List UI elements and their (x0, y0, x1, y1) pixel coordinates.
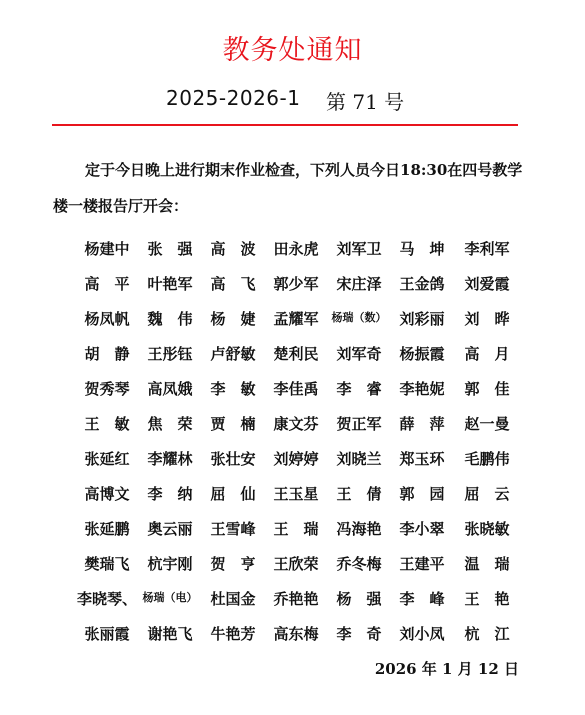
attendee-name: 高 平 (84, 275, 130, 293)
attendee-name: 杭宇刚 (147, 555, 193, 573)
attendee-name: 刘彩丽 (399, 310, 445, 328)
attendee-name: 张延鹏 (84, 520, 130, 538)
attendee-name: 叶艳军 (147, 275, 193, 293)
attendee-name: 刘军卫 (336, 240, 382, 258)
attendee-row (0, 238, 585, 273)
attendee-row (0, 413, 585, 448)
attendee-name: 牛艳芳 (210, 625, 256, 643)
attendee-row (0, 308, 585, 343)
attendee-name: 赵一曼 (464, 415, 510, 433)
attendee-name: 贾 楠 (210, 415, 256, 433)
attendee-row (0, 378, 585, 413)
academic-year: 2025-2026-1 (166, 86, 301, 110)
attendee-name: 贺 亨 (210, 555, 256, 573)
attendee-row (0, 273, 585, 308)
notice-date: 2026 年 1 月 12 日 (374, 660, 519, 678)
attendee-name: 王雪峰 (210, 520, 256, 538)
attendee-name: 张壮安 (210, 450, 256, 468)
attendee-name: 焦 荣 (147, 415, 193, 433)
attendee-name: 杨 强 (336, 590, 382, 608)
attendee-name: 孟耀军 (273, 310, 319, 328)
attendee-name: 樊瑞飞 (84, 555, 130, 573)
notice-body: 定于今日晚上进行期末作业检查，下列人员今日18:30在四号教学楼一楼报告厅开会： (53, 161, 523, 215)
attendee-name: 杨振霞 (399, 345, 445, 363)
attendee-name: 乔冬梅 (336, 555, 382, 573)
attendee-name: 杨瑞（数） (331, 311, 387, 324)
attendee-name: 刘小凤 (399, 625, 445, 643)
attendee-name: 薛 萍 (399, 415, 445, 433)
attendee-name: 张晓敏 (464, 520, 510, 538)
attendee-name: 杨建中 (84, 240, 130, 258)
attendee-name: 李佳禹 (273, 380, 319, 398)
attendee-name: 贺秀琴 (84, 380, 130, 398)
attendee-name: 郑玉环 (399, 450, 445, 468)
attendee-name: 李 纳 (147, 485, 193, 503)
attendee-name: 高凤娥 (147, 380, 193, 398)
attendee-name: 奥云丽 (147, 520, 193, 538)
attendee-row (0, 343, 585, 378)
attendee-name: 李晓琴、 (76, 590, 137, 608)
attendee-name: 刘晓兰 (336, 450, 382, 468)
attendee-row (0, 483, 585, 518)
attendee-list (0, 238, 585, 658)
attendee-name: 冯海艳 (336, 520, 382, 538)
attendee-name: 王金鸽 (399, 275, 445, 293)
attendee-name: 卢舒敏 (210, 345, 256, 363)
attendee-name: 谢艳飞 (147, 625, 193, 643)
attendee-name: 张延红 (84, 450, 130, 468)
attendee-name: 杜国金 (210, 590, 256, 608)
attendee-name: 田永虎 (273, 240, 319, 258)
attendee-name: 王 瑞 (273, 520, 319, 538)
attendee-name: 楚利民 (273, 345, 319, 363)
attendee-row (0, 553, 585, 588)
attendee-name: 李 睿 (336, 380, 382, 398)
attendee-name: 屈 仙 (210, 485, 256, 503)
attendee-name: 郭 园 (399, 485, 445, 503)
attendee-row (0, 588, 585, 623)
attendee-name: 高东梅 (273, 625, 319, 643)
attendee-row (0, 448, 585, 483)
attendee-name: 高博文 (84, 485, 130, 503)
attendee-row (0, 623, 585, 658)
attendee-name: 宋庄泽 (336, 275, 382, 293)
attendee-name: 高 月 (464, 345, 510, 363)
attendee-name: 高 飞 (210, 275, 256, 293)
attendee-name: 王欣荣 (273, 555, 319, 573)
attendee-name: 胡 静 (84, 345, 130, 363)
attendee-name: 王彤钰 (147, 345, 193, 363)
attendee-name: 李耀林 (147, 450, 193, 468)
notice-number: 第 71 号 (326, 90, 405, 114)
attendee-name: 杨瑞（电） (142, 591, 198, 604)
attendee-name: 王 倩 (336, 485, 382, 503)
attendee-name: 郭 佳 (464, 380, 510, 398)
attendee-name: 张 强 (147, 240, 193, 258)
attendee-name: 王建平 (399, 555, 445, 573)
attendee-name: 李艳妮 (399, 380, 445, 398)
attendee-name: 温 瑞 (464, 555, 510, 573)
attendee-name: 贺正军 (336, 415, 382, 433)
notice-title: 教务处通知 (222, 35, 363, 66)
attendee-name: 李小翠 (399, 520, 445, 538)
attendee-name: 屈 云 (464, 485, 510, 503)
red-divider (52, 124, 518, 126)
attendee-name: 李 敏 (210, 380, 256, 398)
attendee-name: 刘军奇 (336, 345, 382, 363)
attendee-name: 魏 伟 (147, 310, 193, 328)
attendee-name: 李 奇 (336, 625, 382, 643)
attendee-name: 高 波 (210, 240, 256, 258)
attendee-row (0, 518, 585, 553)
attendee-name: 郭少军 (273, 275, 319, 293)
attendee-name: 杭 江 (464, 625, 510, 643)
attendee-name: 王 艳 (464, 590, 510, 608)
attendee-name: 张丽霞 (84, 625, 130, 643)
attendee-name: 杨凤帆 (84, 310, 130, 328)
attendee-name: 康文芬 (273, 415, 319, 433)
document-number (0, 86, 585, 116)
attendee-name: 李 峰 (399, 590, 445, 608)
attendee-name: 马 坤 (399, 240, 445, 258)
attendee-name: 乔艳艳 (273, 590, 319, 608)
attendee-name: 刘 晔 (464, 310, 510, 328)
attendee-name: 王 敏 (84, 415, 130, 433)
attendee-name: 杨 婕 (210, 310, 256, 328)
attendee-name: 刘婷婷 (273, 450, 319, 468)
attendee-name: 毛鹏伟 (464, 450, 510, 468)
attendee-name: 刘爱霞 (464, 275, 510, 293)
attendee-name: 王玉星 (273, 485, 319, 503)
attendee-name: 李利军 (464, 240, 510, 258)
